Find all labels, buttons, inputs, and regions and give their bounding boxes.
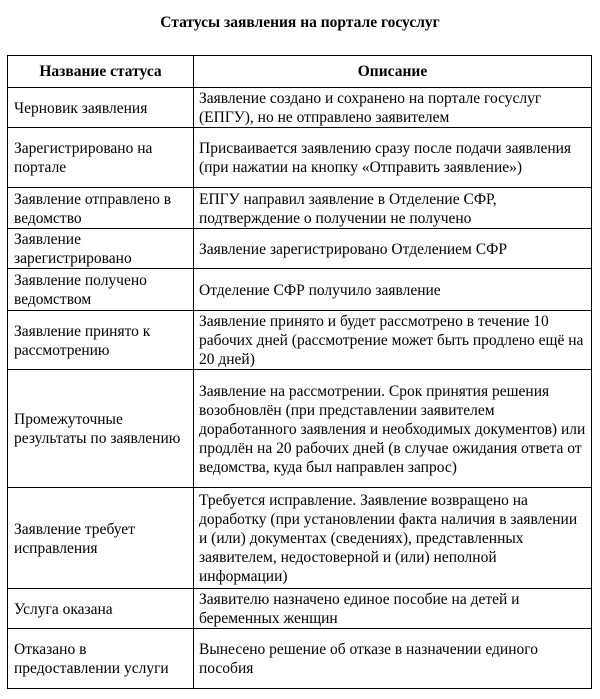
- status-description-cell: Заявление на рассмотрении. Срок принятия решения возобновлён (при представлении заявителем доработанного заявления и необходимых документов) или продлён на 20 рабочих дней (в случае ожидания ответа от ведомства, куда был направлен запрос): [194, 370, 592, 488]
- table-row: [8, 128, 592, 188]
- table-header-row: [8, 56, 592, 88]
- status-name-cell: Услуга оказана: [8, 589, 194, 629]
- header-status-name: Название статуса: [8, 56, 194, 88]
- status-description-cell: Заявление принято и будет рассмотрено в течение 10 рабочих дней (рассмотрение может быть продлено ещё на 20 дней): [194, 311, 592, 370]
- status-description-cell: Заявителю назначено единое пособие на детей и беременных женщин: [194, 589, 592, 629]
- table-row: [8, 488, 592, 589]
- status-name-cell: Заявление требует исправления: [8, 488, 194, 589]
- table-row: [8, 589, 592, 629]
- status-name-cell: Заявление принято к рассмотрению: [8, 311, 194, 370]
- status-name-cell: Заявление зарегистрировано: [8, 229, 194, 269]
- header-description: Описание: [194, 56, 592, 88]
- status-name-cell: Отказано в предоставлении услуги: [8, 629, 194, 689]
- status-name-cell: Черновик заявления: [8, 88, 194, 128]
- status-description-cell: Присваивается заявлению сразу после подачи заявления (при нажатии на кнопку «Отправить заявление»): [194, 128, 592, 188]
- status-description-cell: Требуется исправление. Заявление возвращено на доработку (при установлении факта наличия в заявлении и (или) документах (сведениях), представленных заявителем, недостоверной и (или) неполной информации): [194, 488, 592, 589]
- table-row: [8, 229, 592, 269]
- status-description-cell: Заявление создано и сохранено на портале госуслуг (ЕПГУ), но не отправлено заявителем: [194, 88, 592, 128]
- status-table: [7, 55, 592, 689]
- table-row: [8, 188, 592, 229]
- table-row: [8, 629, 592, 689]
- status-description-cell: Вынесено решение об отказе в назначении единого пособия: [194, 629, 592, 689]
- status-name-cell: Промежуточные результаты по заявлению: [8, 370, 194, 488]
- status-name-cell: Зарегистрировано на портале: [8, 128, 194, 188]
- status-name-cell: Заявление отправлено в ведомство: [8, 188, 194, 229]
- document-title: Статусы заявления на портале госуслуг: [160, 14, 440, 31]
- table-row: [8, 370, 592, 488]
- status-description-cell: Заявление зарегистрировано Отделением СФР: [194, 229, 592, 269]
- status-name-cell: Заявление получено ведомством: [8, 269, 194, 311]
- table-row: [8, 269, 592, 311]
- status-description-cell: ЕПГУ направил заявление в Отделение СФР, подтверждение о получении не получено: [194, 188, 592, 229]
- status-description-cell: Отделение СФР получило заявление: [194, 269, 592, 311]
- table-row: [8, 88, 592, 128]
- table-row: [8, 311, 592, 370]
